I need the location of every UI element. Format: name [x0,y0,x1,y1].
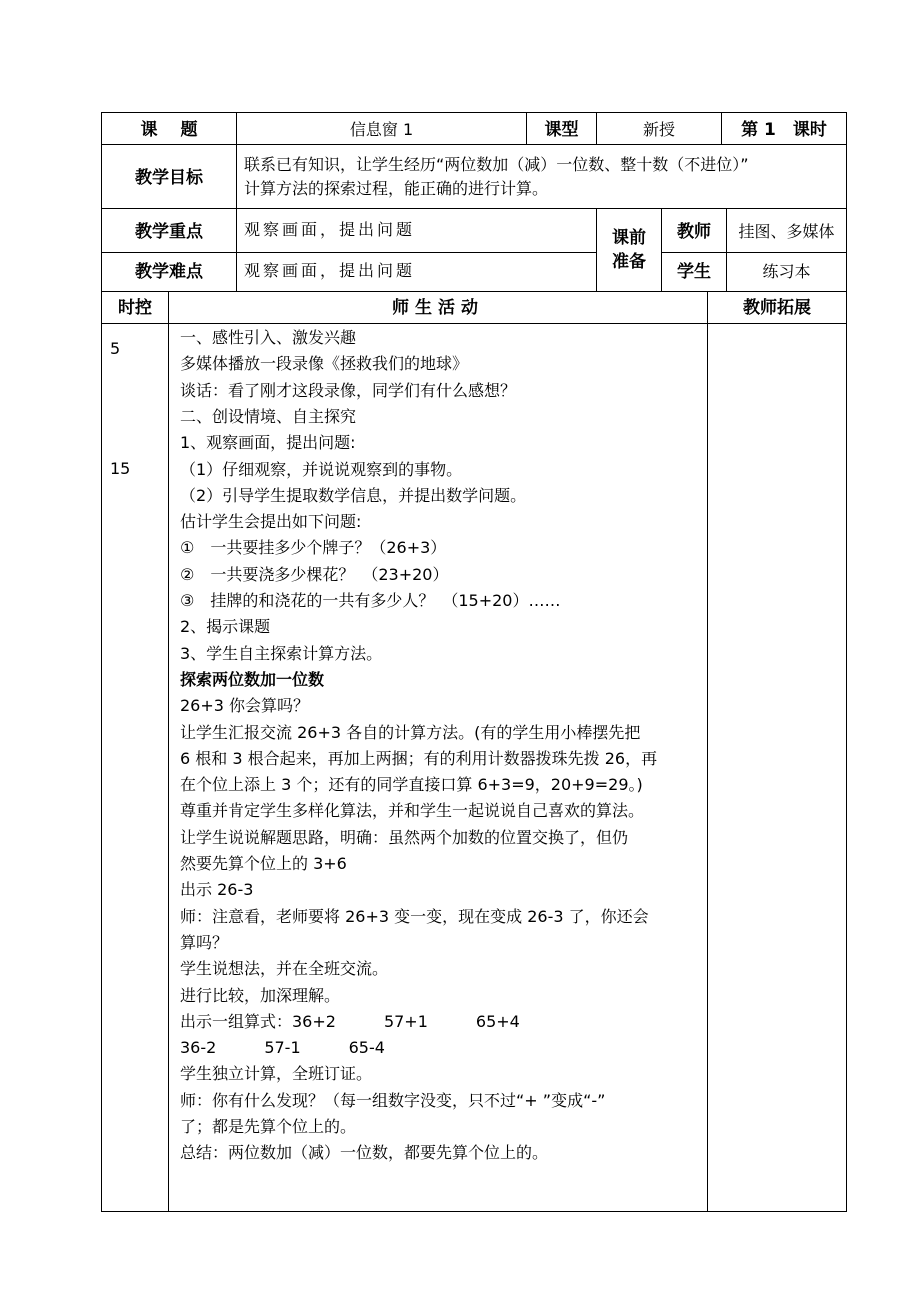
col-header-activity: 师生活动 [392,298,484,318]
activity-line: 总结：两位数加（减）一位数，都要先算个位上的。 [180,1143,549,1163]
activity-line: （2）引导学生提取数学信息，并提出数学问题。 [180,485,527,505]
activity-line: （1）仔细观察，并说说观察到的事物。 [180,459,463,479]
activity-line: 尊重并肯定学生多样化算法，并和学生一起说说自己喜欢的算法。 [180,801,645,821]
row-divider [101,252,597,253]
activity-line: 多媒体播放一段录像《拯救我们的地球》 [180,354,469,374]
activity-line: ③ 挂牌的和浇花的一共有多少人？ （15+20）…… [180,591,561,610]
activity-line: 6 根和 3 根合起来，再加上两捆；有的利用计数器拨珠先拨 26，再 [180,748,658,768]
row-divider [661,252,847,253]
col-header-time: 时控 [118,298,152,318]
student-materials: 练习本 [762,262,811,281]
activity-line: 出示一组算式：36+2 57+1 65+4 [180,1011,520,1031]
activity-line: 一、感性引入、激发兴趣 [180,328,357,347]
table-border-top [101,112,847,113]
activity-line: 谈话：看了刚才这段录像，同学们有什么感想？ [180,380,517,400]
activity-line: ② 一共要浇多少棵花？ （23+20） [180,564,449,584]
objectives-line-1: 联系已有知识，让学生经历“两位数加（减）一位数、整十数（不进位）” [244,155,749,174]
row-divider [101,144,847,145]
activity-line: 26+3 你会算吗？ [180,696,310,716]
activity-line: 2、揭示课题 [180,617,271,637]
label-key-points: 教学重点 [135,222,203,242]
activity-line: 让学生汇报交流 26+3 各自的计算方法。(有的学生用小棒摆先把 [180,722,641,742]
col-divider [707,291,708,1212]
activity-line: 算吗？ [180,932,229,952]
col-header-extension: 教师拓展 [743,298,811,318]
activity-line: 师：你有什么发现？（每一组数字没变，只不过“+ ”变成“-” [180,1090,606,1110]
key-points-value: 观察画面，提出问题 [244,220,416,239]
activity-line: 二、创设情境、自主探究 [180,406,357,426]
activity-line: 师：注意看，老师要将 26+3 变一变，现在变成 26-3 了，你还会 [180,906,649,926]
label-difficulties: 教学难点 [135,262,203,282]
lesson-type-value: 新授 [642,120,675,139]
activity-line: 1、观察画面，提出问题: [180,433,356,453]
time-mark: 15 [110,459,131,478]
col-divider [168,291,169,1212]
time-mark: 5 [110,339,121,358]
activity-line: 了；都是先算个位上的。 [180,1117,357,1136]
label-student: 学生 [677,262,711,282]
difficulties-value: 观察画面，提出问题 [244,261,416,280]
objectives-line-2: 计算方法的探索过程，能正确的进行计算。 [244,179,549,198]
activity-line: 探索两位数加一位数 [180,669,325,689]
activity-line: 36-2 57-1 65-4 [180,1038,385,1058]
topic-value: 信息窗 1 [349,120,414,139]
lesson-period: 第 1 课时 [741,120,827,140]
activity-line: 出示 26-3 [180,880,254,900]
label-preparation-1: 课前 [612,228,646,248]
activity-line: 然要先算个位上的 3+6 [180,854,347,873]
activity-line: 让学生说说解题思路，明确：虽然两个加数的位置交换了，但仍 [180,827,629,847]
table-border-right [846,112,847,1212]
table-border-bottom [101,1211,847,1212]
label-teacher: 教师 [677,222,711,242]
activity-line: ① 一共要挂多少个牌子？（26+3） [180,538,447,558]
label-lesson-type: 课型 [544,120,579,140]
activity-line: 学生独立计算，全班订证。 [180,1064,373,1084]
teacher-materials: 挂图、多媒体 [738,222,835,241]
row-divider [101,208,847,209]
col-divider [596,208,597,292]
activity-line: 进行比较，加深理解。 [180,985,341,1005]
label-topic: 课 题 [140,120,198,140]
label-preparation-2: 准备 [612,252,646,272]
row-divider [101,323,847,324]
activity-line: 估计学生会提出如下问题: [180,512,362,532]
activity-line: 在个位上添上 3 个；还有的同学直接口算 6+3=9，20+9=29。) [180,775,643,795]
label-objectives: 教学目标 [135,168,203,188]
activity-line: 学生说想法，并在全班交流。 [180,959,389,979]
activity-line: 3、学生自主探索计算方法。 [180,643,383,663]
row-divider [101,291,847,292]
